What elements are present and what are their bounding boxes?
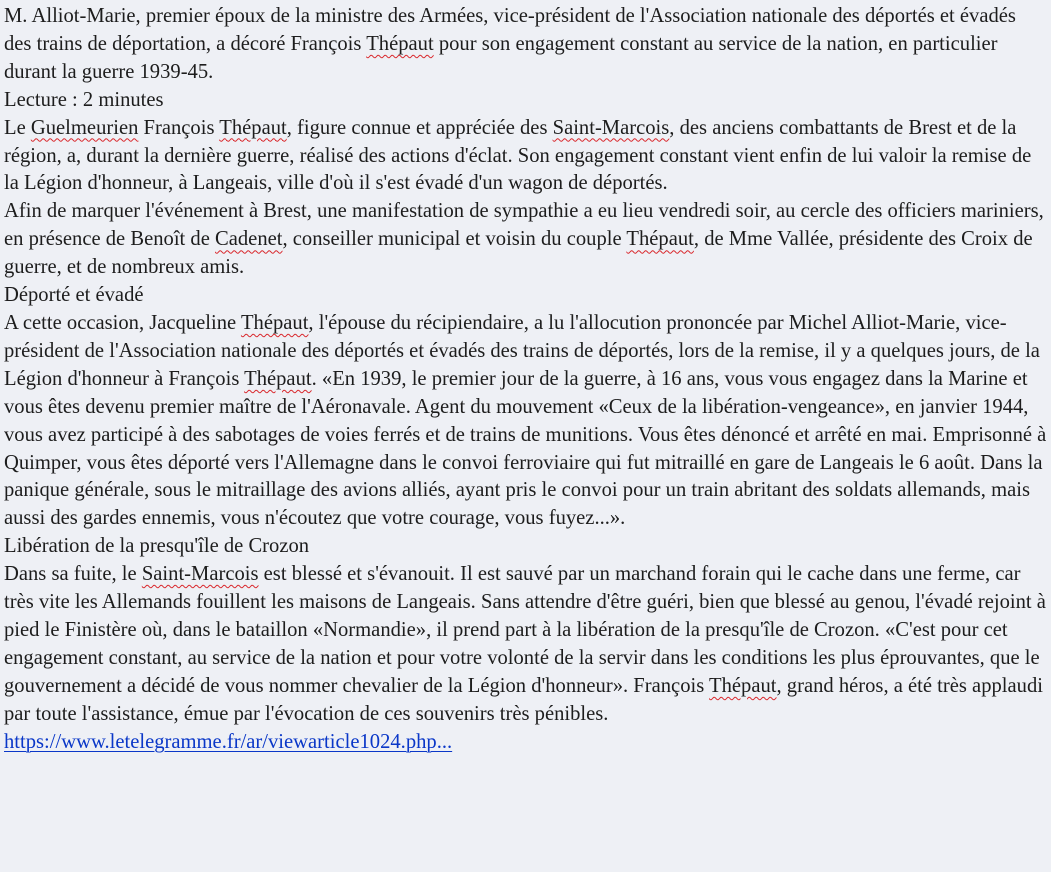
spellcheck-flagged-word: Thépaut [244,367,312,390]
text-run: François [138,116,220,139]
event-paragraph [4,198,1047,282]
spellcheck-flagged-word: Saint-Marcois [141,563,259,586]
spellcheck-flagged-word: Thépaut [240,311,309,334]
text-run: . «En 1939, le premier jour de la guerre, à 16 ans, vous vous engagez dans la Marine et vous êtes devenu premier maître de l'Aéronavale. Agent du mouvement «Ceux de la libération-vengeance», en janvier 1944, vous avez participé à des sabotages de voies ferrés et de trains de munitions. Vous êtes dénoncé et arrêté en mai. Emprisonné à Quimper, vous êtes déporté vers l'Allemagne dans le convoi ferroviaire qui fut mitraillé en gare de Langeais le 6 août. Dans la panique générale, sous le mitraillage des avions alliés, ayant pris le convoi pour un train abritant des soldats allemands, mais aussi des gardes ennemis, vous n'écoutez que votre courage, vous fuyez...». [4,367,1047,530]
text-run: , l'épouse du récipiendaire, a lu l'allocution prononcée par Michel Alliot-Marie, vice-président de l'Association nationale des déportés et évadés des trains de déportés, lors de la remise, il y a quelques jours, de la Légion d'honneur à François [4,311,1040,390]
text-run: M. Alliot-Marie, premier époux de la ministre des Armées, vice-président de l'Association nationale des déportés et évadés des trains de déportation, a décoré François [4,5,1016,55]
text-run: Dans sa fuite, le [4,563,142,586]
text-run: pour son engagement constant au service de la nation, en particulier durant la guerre 1939-45. [4,32,998,83]
speech-paragraph [4,310,1047,533]
intro-paragraph [4,115,1047,199]
text-run: , grand héros, a été très applaudi par toute l'assistance, émue par l'évocation de ces souvenirs très pénibles. [4,674,1043,725]
text-run: Afin de marquer l'événement à Brest, une manifestation de sympathie a eu lieu vendredi soir, au cercle des officiers mariniers, en présence de Benoît de [4,200,1044,251]
spellcheck-flagged-word: Saint-Marcois [552,116,670,139]
text-run: A cette occasion, Jacqueline [4,311,241,334]
spellcheck-flagged-word: Cadenet [215,228,283,251]
spellcheck-flagged-word: Thépaut [219,116,287,139]
source-link[interactable]: https://www.letelegramme.fr/ar/viewarticle1024.php... [4,730,453,753]
text-run: est blessé et s'évanouit. Il est sauvé par un marchand forain qui le cache dans une ferme, car très vite les Allemands fouillent les maisons de Langeais. Sans attendre d'être guéri, bien que blessé au genou, l'évadé rejoint à pied le Finistère où, dans le bataillon «Normandie», il prend part à la libération de la presqu'île de Crozon. «C'est pour cet engagement constant, au service de la nation et pour votre volonté de la servir dans les conditions les plus éprouvantes, que le gouvernement a décidé de vous nommer chevalier de la Légion d'honneur». François [4,563,1046,697]
lead-paragraph [4,3,1047,87]
text-run: , conseiller municipal et voisin du couple [282,228,627,251]
text-run: , de Mme Vallée, présidente des Croix de guerre, et de nombreux amis. [4,228,1033,279]
section-heading-liberation: Libération de la presqu'île de Crozon [4,535,310,558]
text-run: Le [4,116,31,139]
escape-paragraph [4,561,1047,728]
reading-time: Lecture : 2 minutes [4,88,164,111]
spellcheck-flagged-word: Thépaut [366,32,434,55]
spellcheck-flagged-word: Thépaut [626,228,694,251]
source-line [4,729,1047,757]
spellcheck-flagged-word: Thépaut [709,674,777,697]
text-run: , des anciens combattants de Brest et de la région, a, durant la dernière guerre, réalisé des actions d'éclat. Son engagement constant vient enfin de lui valoir la remise de la Légion d'honneur, à Langeais, ville d'où il s'est évadé d'un wagon de déportés. [4,116,1032,195]
text-run: , figure connue et appréciée des [286,116,553,139]
section-heading-deporte: Déporté et évadé [4,284,144,307]
spellcheck-flagged-word: Guelmeurien [30,116,139,139]
